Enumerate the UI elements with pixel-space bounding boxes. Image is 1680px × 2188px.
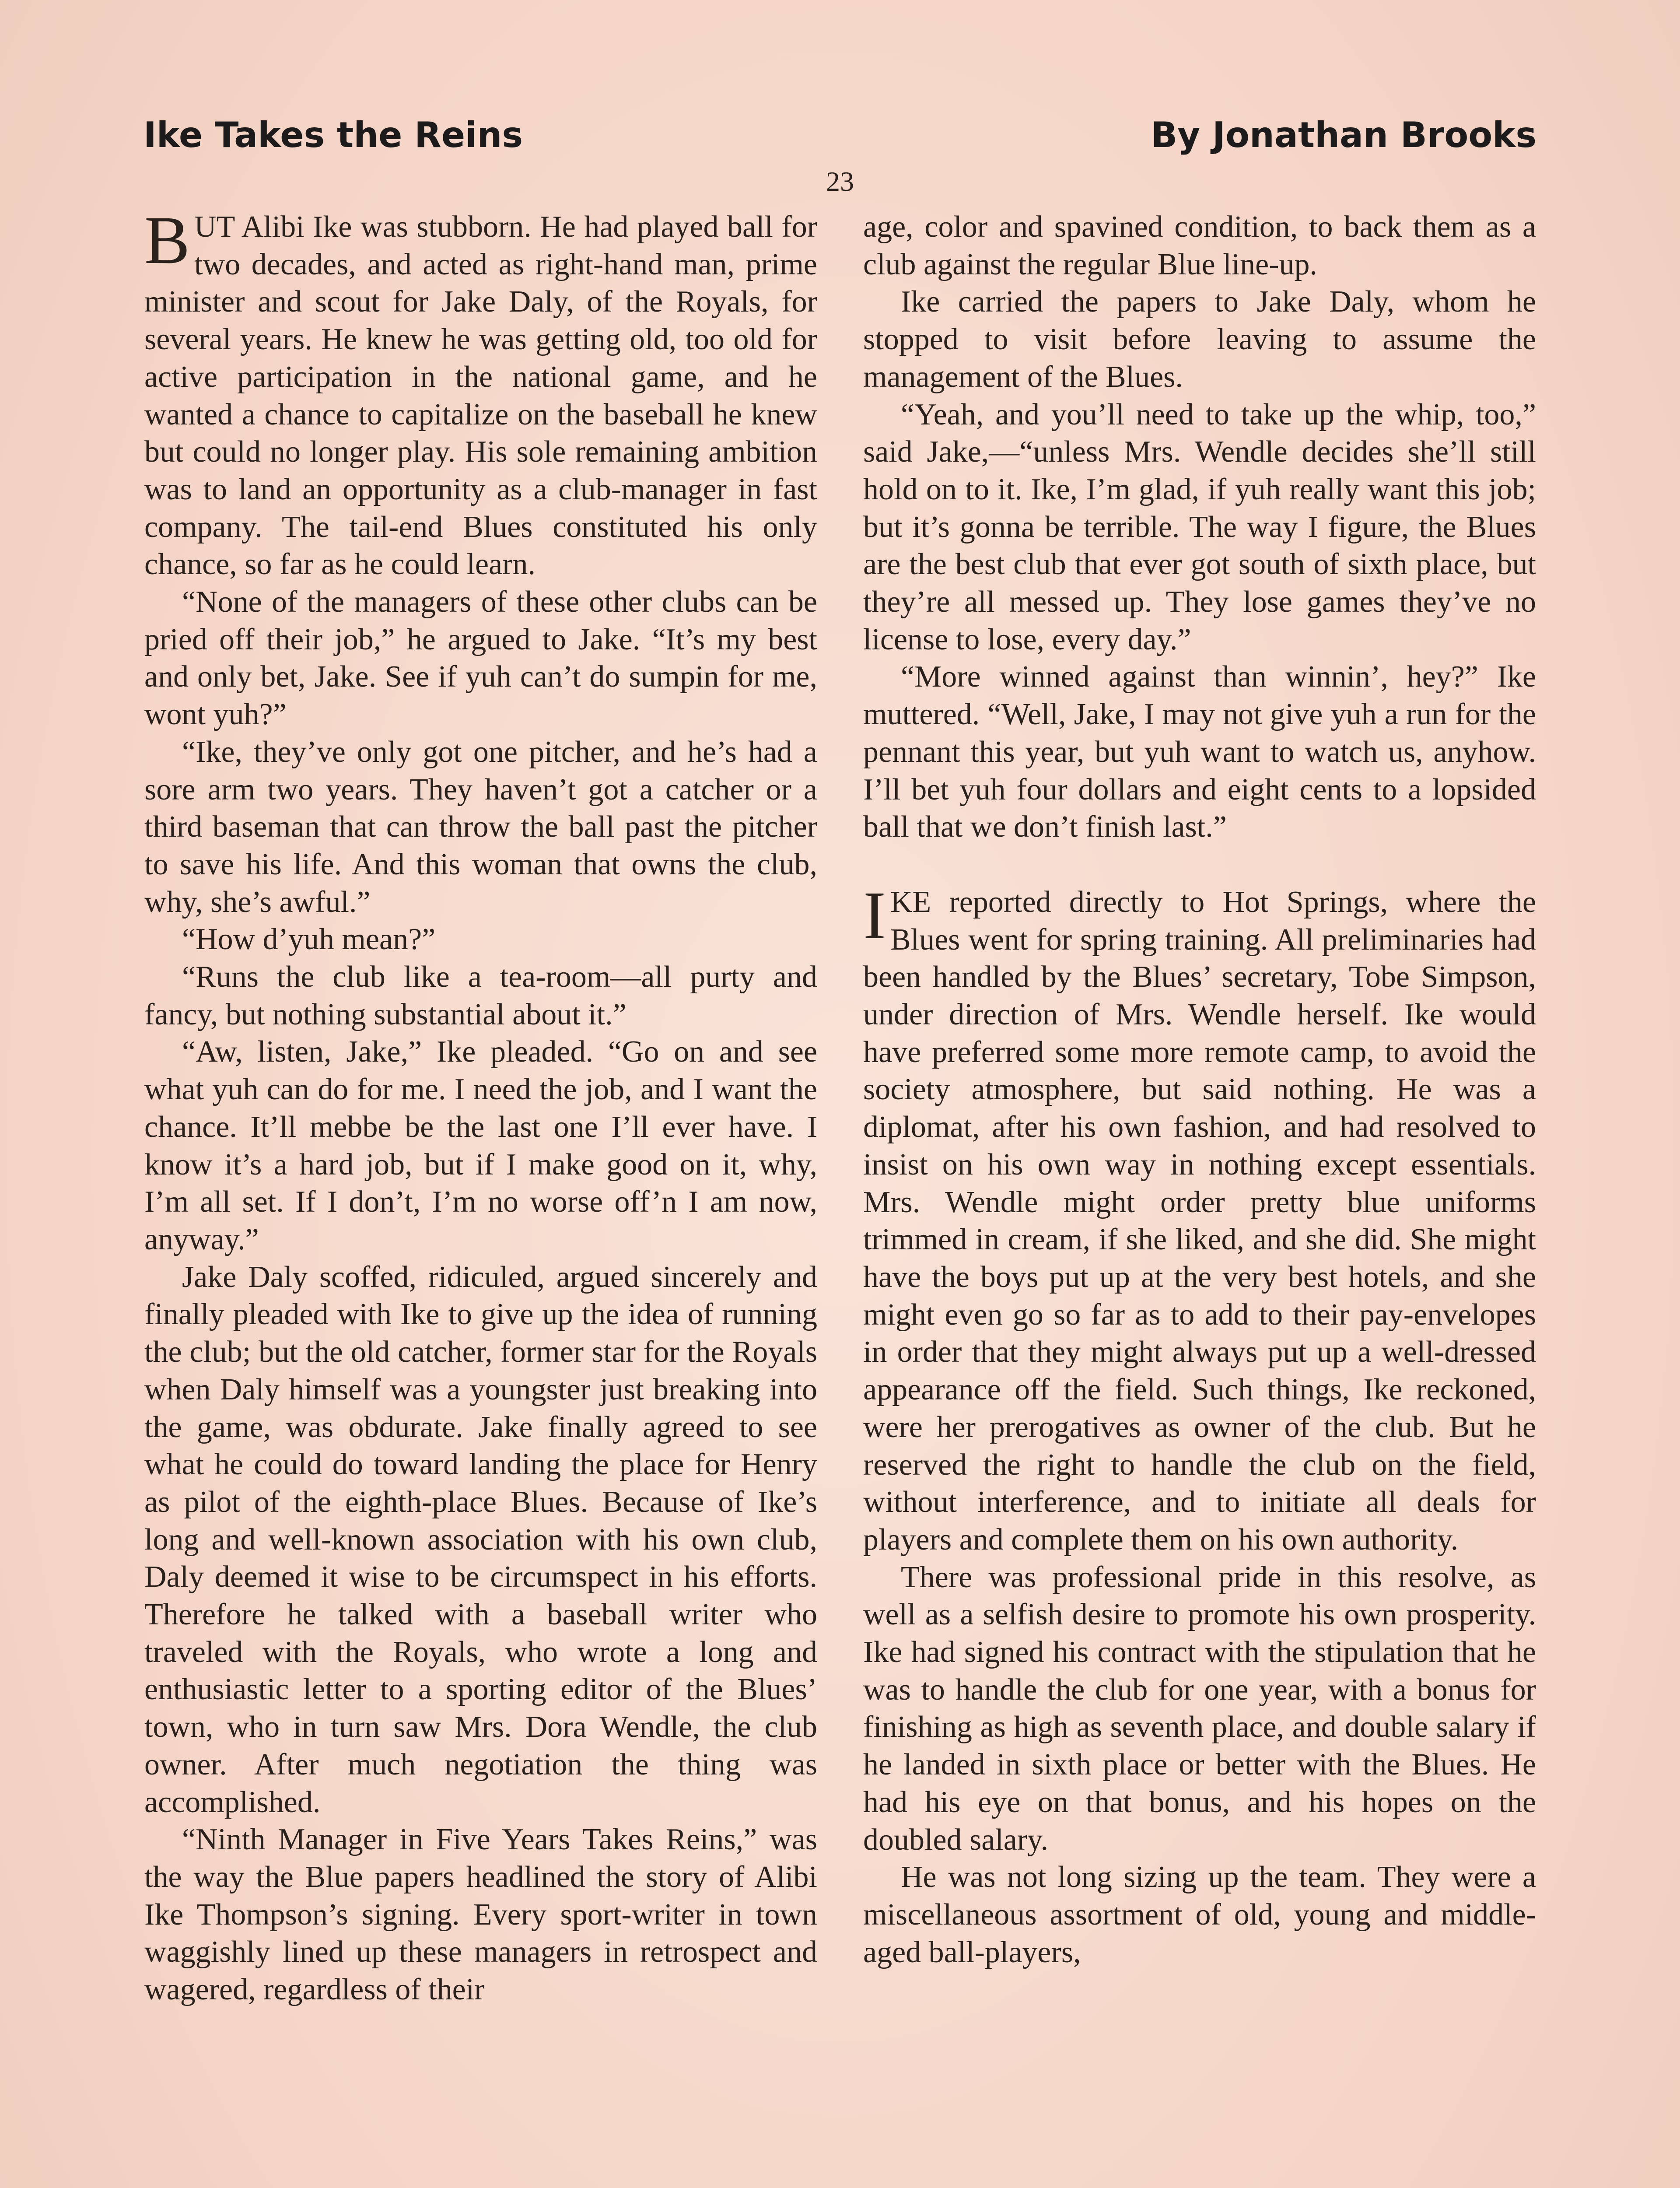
- paragraph: Jake Daly scoffed, ridiculed, argued sincerely and finally pleaded with Ike to give up the idea of running the club; but the old catcher, former star for the Royals when Daly himself was a youngster just breaking into the game, was obdurate. Jake finally agreed to see what he could do toward landing the place for Henry as pilot of the eighth-place Blues. Because of Ike’s long and well-known association with his own club, Daly deemed it wise to be circumspect in his efforts. Therefore he talked with a baseball writer who traveled with the Royals, who wrote a long and enthusiastic letter to a sporting editor of the Blues’ town, who in turn saw Mrs. Dora Wendle, the club owner. After much negotiation the thing was accomplished.: [144, 1260, 817, 1819]
- paragraph: “None of the managers of these other clubs can be pried off their job,” he argued to Jake. “It’s my best and only bet, Jake. See if yuh can’t do sumpin for me, wont yuh?”: [144, 585, 817, 732]
- paragraph: “Ike, they’ve only got one pitcher, and he’s had a sore arm two years. They haven’t got a catcher or a third baseman that can throw the ball past the pitcher to save his life. And this woman that owns the club, why, she’s awful.”: [144, 735, 817, 919]
- paragraph: He was not long sizing up the team. They were a miscellaneous assortment of old, young and middle-aged ball-players,: [863, 1860, 1536, 1969]
- paragraph: “How d’yuh mean?”: [182, 922, 436, 957]
- paragraph: “Yeah, and you’ll need to take up the whip, too,” said Jake,—“unless Mrs. Wendle decides she’ll still hold on to it. Ike, I’m glad, if yuh really want this job; but it’s gonna be terrible. The way I figure, the Blues are the best club that ever got south of sixth place, but they’re all messed up. They lose games they’ve no license to lose, every day.”: [863, 397, 1536, 656]
- paragraph: “Runs the club like a tea-room—all purty and fancy, but nothing substantial about it.”: [144, 960, 817, 1031]
- paragraph: “More winned against than winnin’, hey?” Ike muttered. “Well, Jake, I may not give yuh a run for the pennant this year, but yuh want to watch us, anyhow. I’ll bet yuh four dollars and eight cents to a lopsided ball that we don’t finish last.”: [863, 660, 1536, 844]
- paragraph: [144, 202, 817, 583]
- page-number: 23: [826, 166, 854, 197]
- page-header: [144, 115, 1536, 172]
- drop-cap: B: [144, 202, 190, 278]
- story-title: Ike Takes the Reins: [144, 115, 523, 155]
- paragraph: age, color and spavined condition, to back them as a club against the regular Blue line-up.: [863, 210, 1536, 281]
- paragraph-text: KE reported directly to Hot Springs, where the Blues went for spring training. All preliminaries had been handled by the Blues’ secretary, Tobe Simpson, under direction of Mrs. Wendle herself. Ike would have preferred some more remote camp, to avoid the society atmosphere, but said nothing. He was a diplomat, after his own fashion, and had resolved to insist on his own way in nothing except essentials. Mrs. Wendle might order pretty blue uniforms trimmed in cream, if she liked, and she did. She might have the boys put up at the very best hotels, and she might even go so far as to add to their pay-envelopes in order that they might always put up a well-dressed appearance off the field. Such things, Ike reckoned, were her prerogatives as owner of the club. But he reserved the right to handle the club on the field, without interference, and to initiate all deals for players and complete them on his own authority.: [863, 885, 1536, 1557]
- left-column: [144, 202, 817, 2009]
- paragraph: There was professional pride in this resolve, as well as a selfish desire to promote his own prosperity. Ike had signed his contract with the stipulation that he was to handle the club for one year, with a bonus for finishing as high as seventh place, and double salary if he landed in sixth place or better with the Blues. He had his eye on that bonus, and his hopes on the doubled salary.: [863, 1560, 1536, 1857]
- author-byline: By Jonathan Brooks: [1151, 115, 1536, 155]
- paragraph-text: UT Alibi Ike was stubborn. He had played ball for two decades, and acted as right-hand man, prime minister and scout for Jake Daly, of the Royals, for several years. He knew he was getting old, too old for active participation in the national game, and he wanted a chance to capitalize on the baseball he knew but could no longer play. His sole remaining ambition was to land an opportunity as a club-manager in fast company. The tail-end Blues constituted his only chance, so far as he could learn.: [144, 210, 817, 582]
- paragraph: Ike carried the papers to Jake Daly, whom he stopped to visit before leaving to assume the management of the Blues.: [863, 285, 1536, 394]
- paragraph: “Ninth Manager in Five Years Takes Reins,” was the way the Blue papers headlined the story of Alibi Ike Thompson’s signing. Every sport-writer in town waggishly lined up these managers in retrospect and wagered, regardless of their: [144, 1823, 817, 2007]
- paragraph: [863, 877, 1536, 1559]
- paragraph: “Aw, listen, Jake,” Ike pleaded. “Go on and see what yuh can do for me. I need the job, and I want the chance. It’ll mebbe be the last one I’ll ever have. I know it’s a hard job, but if I make good on it, why, I’m all set. If I don’t, I’m no worse off’n I am now, anyway.”: [144, 1035, 817, 1256]
- right-column: [863, 208, 1536, 1971]
- drop-cap: I: [863, 877, 886, 953]
